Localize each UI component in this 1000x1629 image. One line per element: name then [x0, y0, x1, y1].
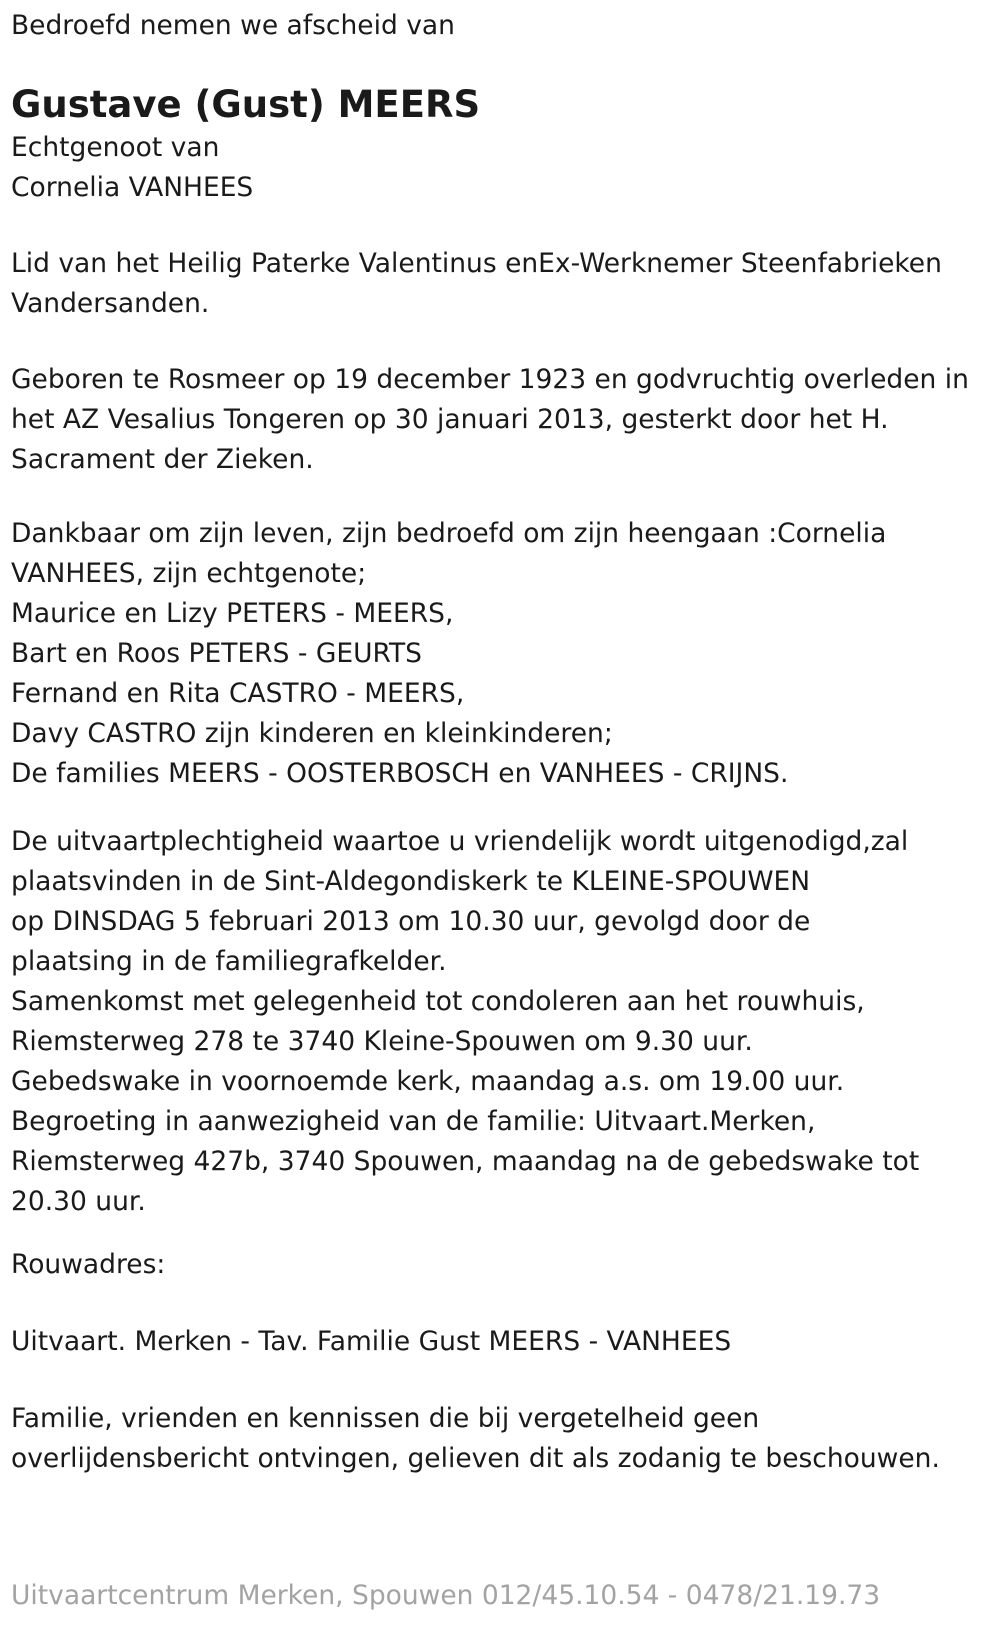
ceremony-block	[11, 822, 919, 1222]
mourners-line: Maurice en Lizy PETERS - MEERS,	[11, 598, 454, 629]
mourners-line: Davy CASTRO zijn kinderen en kleinkinderen;	[11, 718, 613, 749]
mourners-line: VANHEES, zijn echtgenote;	[11, 558, 367, 589]
mourners-line: Dankbaar om zijn leven, zijn bedroefd om zijn heengaan :Cornelia	[11, 518, 887, 549]
mourners-line: Fernand en Rita CASTRO - MEERS,	[11, 678, 465, 709]
address-text: Uitvaart. Merken - Tav. Familie Gust MEERS - VANHEES	[11, 1326, 732, 1357]
deceased-name: Gustave (Gust) MEERS	[11, 83, 481, 126]
intro-text: Bedroefd nemen we afscheid van	[11, 10, 455, 41]
closing-note-line: overlijdensbericht ontvingen, gelieven dit als zodanig te beschouwen.	[11, 1443, 940, 1474]
closing-note-line: Familie, vrienden en kennissen die bij vergetelheid geen	[11, 1403, 760, 1434]
address-label-block	[11, 1245, 165, 1285]
ceremony-line: Gebedswake in voornoemde kerk, maandag a.s. om 19.00 uur.	[11, 1066, 845, 1097]
membership-line: Vandersanden.	[11, 288, 210, 319]
address-label: Rouwadres:	[11, 1249, 166, 1280]
birth-death-block	[11, 360, 969, 480]
spouse-name: Cornelia VANHEES	[11, 172, 254, 203]
birth-death-line: Sacrament der Zieken.	[11, 444, 314, 475]
membership-block	[11, 244, 942, 324]
ceremony-line: Begroeting in aanwezigheid van de familie: Uitvaart.Merken,	[11, 1106, 816, 1137]
mourners-line: De families MEERS - OOSTERBOSCH en VANHEES - CRIJNS.	[11, 758, 789, 789]
closing-note-block	[11, 1399, 940, 1479]
mourners-line: Bart en Roos PETERS - GEURTS	[11, 638, 422, 669]
address-block	[11, 1322, 731, 1362]
funeral-home-footer: Uitvaartcentrum Merken, Spouwen 012/45.10.54 - 0478/21.19.73	[11, 1580, 881, 1611]
ceremony-line: plaatsvinden in de Sint-Aldegondiskerk te KLEINE-SPOUWEN	[11, 866, 811, 897]
ceremony-line: op DINSDAG 5 februari 2013 om 10.30 uur, gevolgd door de	[11, 906, 811, 937]
ceremony-line: Samenkomst met gelegenheid tot condoleren aan het rouwhuis,	[11, 986, 865, 1017]
ceremony-line: Riemsterweg 427b, 3740 Spouwen, maandag na de gebedswake tot	[11, 1146, 920, 1177]
ceremony-line: Riemsterweg 278 te 3740 Kleine-Spouwen om 9.30 uur.	[11, 1026, 753, 1057]
mourners-block	[11, 514, 886, 794]
spouse-block	[11, 128, 253, 208]
birth-death-line: het AZ Vesalius Tongeren op 30 januari 2013, gesterkt door het H.	[11, 404, 889, 435]
ceremony-line: 20.30 uur.	[11, 1186, 146, 1217]
birth-death-line: Geboren te Rosmeer op 19 december 1923 en godvruchtig overleden in	[11, 364, 969, 395]
membership-line: Lid van het Heilig Paterke Valentinus enEx-Werknemer Steenfabrieken	[11, 248, 942, 279]
ceremony-line: De uitvaartplechtigheid waartoe u vriendelijk wordt uitgenodigd,zal	[11, 826, 909, 857]
ceremony-line: plaatsing in de familiegrafkelder.	[11, 946, 447, 977]
spouse-relation: Echtgenoot van	[11, 132, 220, 163]
